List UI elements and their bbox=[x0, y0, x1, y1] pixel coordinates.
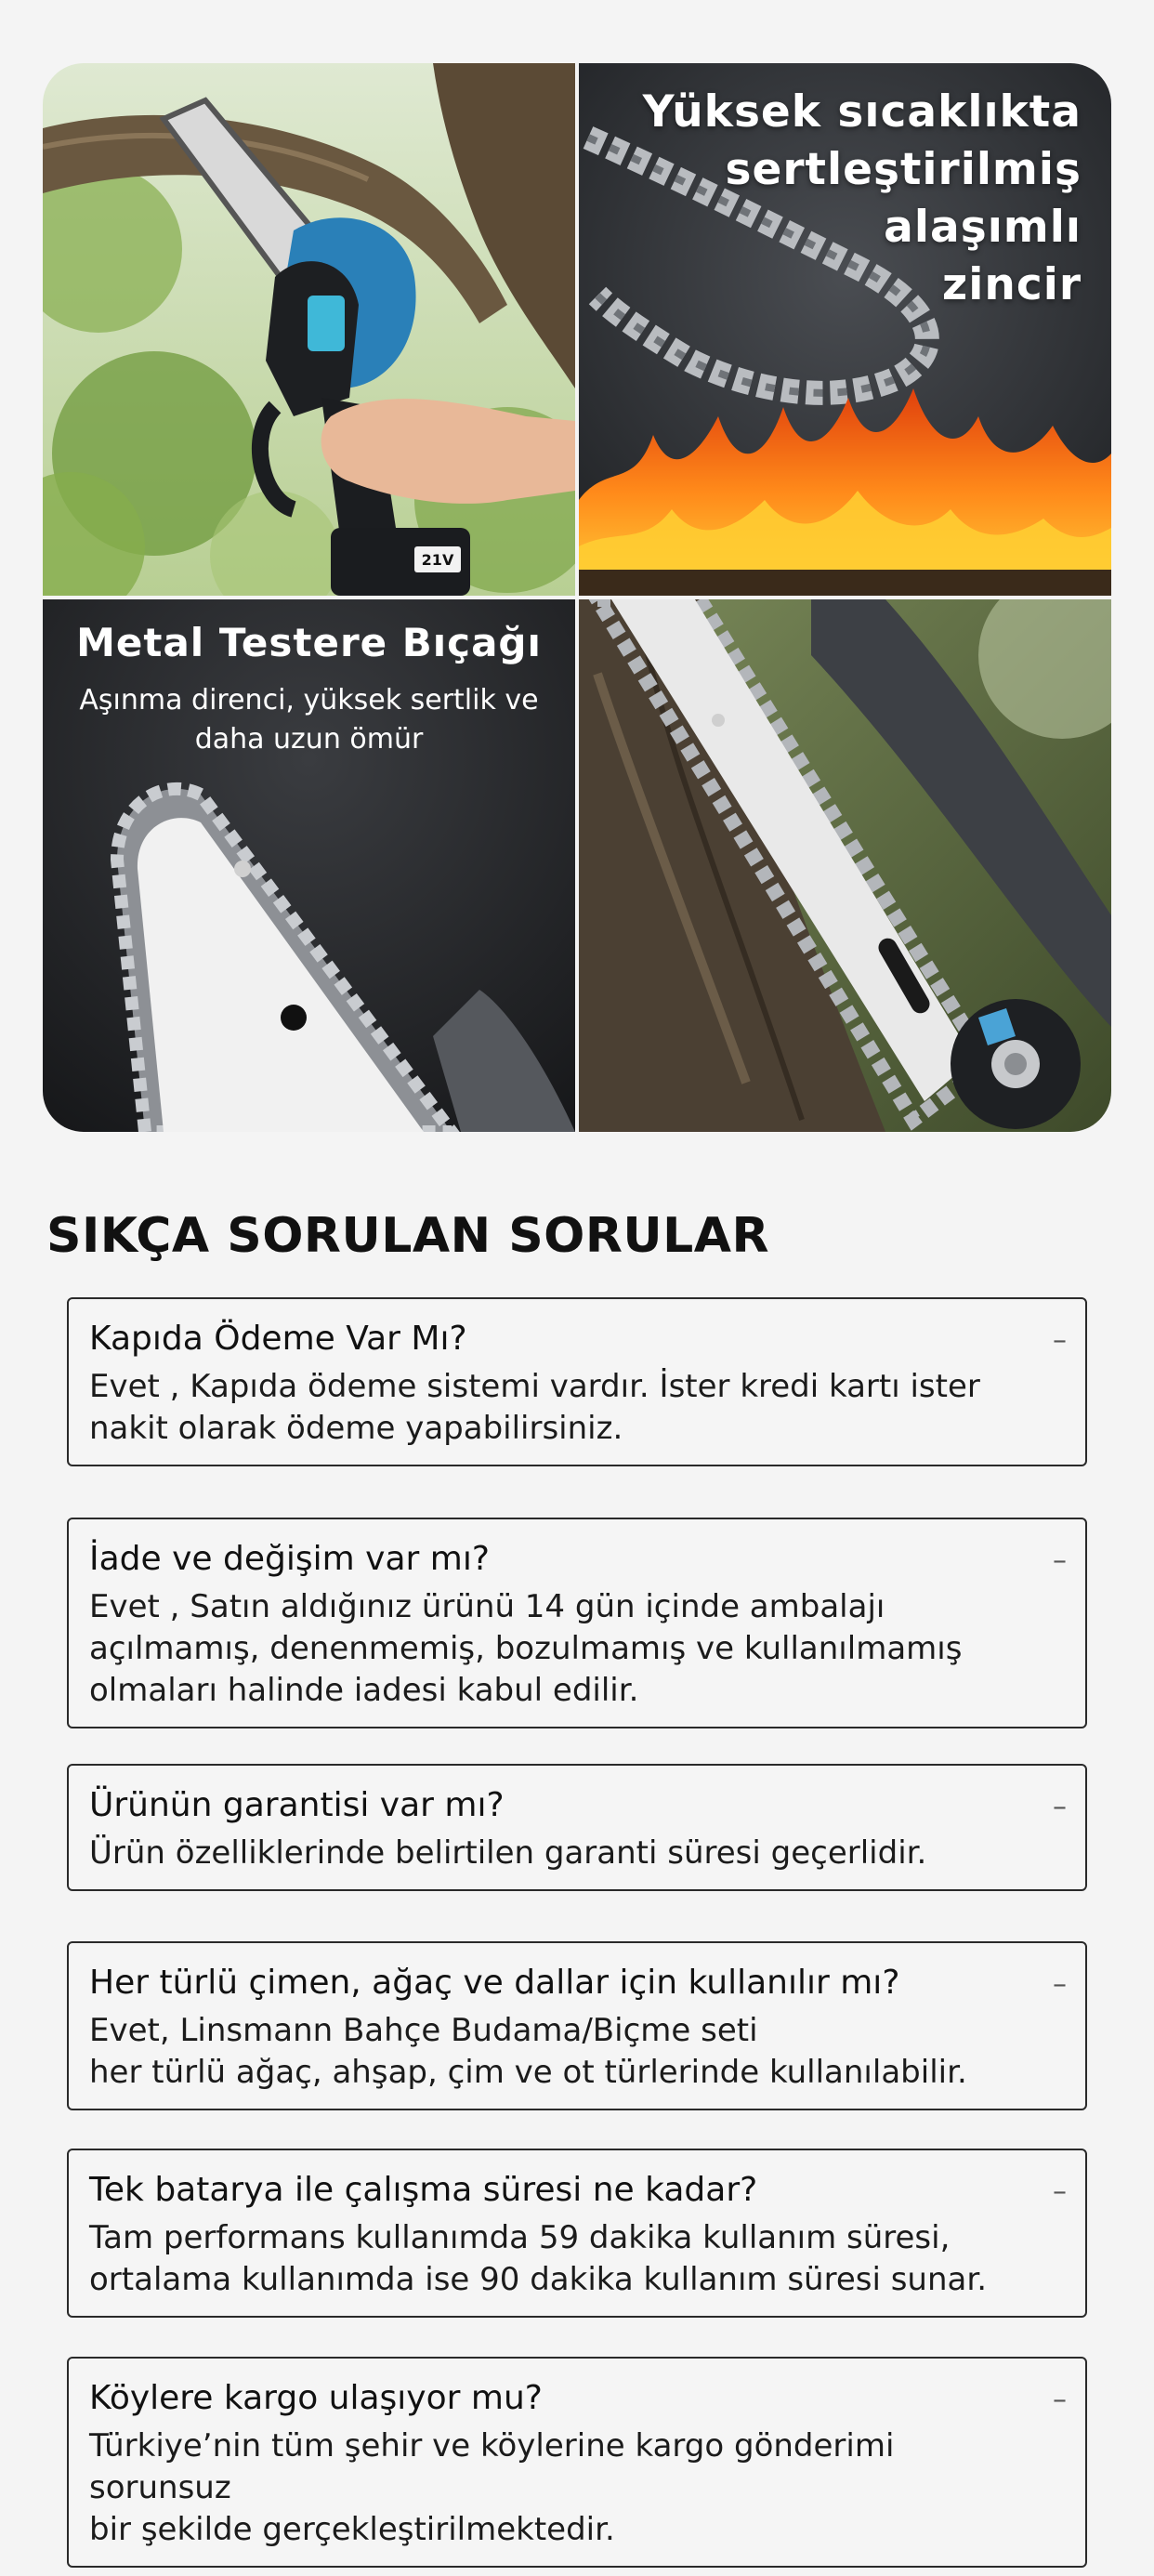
collapse-icon[interactable]: – bbox=[1053, 1544, 1067, 1577]
faq-question[interactable]: Köylere kargo ulaşıyor mu? bbox=[89, 2379, 543, 2417]
faq-answer bbox=[89, 1586, 1029, 1712]
image-chainsaw-branch bbox=[43, 63, 575, 596]
collapse-icon[interactable]: – bbox=[1053, 2175, 1067, 2208]
faq-question[interactable]: Tek batarya ile çalışma süresi ne kadar? bbox=[89, 2171, 758, 2209]
blade-feature-title: Metal Testere Bıçağı bbox=[76, 620, 542, 665]
faq-answer-line: ortalama kullanımda ise 90 dakika kullanım süresi sunar. bbox=[89, 2261, 988, 2298]
collapse-icon[interactable]: – bbox=[1053, 1324, 1067, 1357]
product-image-grid bbox=[43, 63, 1111, 1132]
faq-item-usage[interactable] bbox=[67, 1941, 1087, 2110]
faq-answer bbox=[89, 1366, 1029, 1450]
chain-caption-line: Yüksek sıcaklıkta bbox=[642, 86, 1082, 138]
blade-trunk-illustration bbox=[579, 599, 1111, 1132]
faq-answer bbox=[89, 2425, 1029, 2551]
faq-question[interactable]: Ürünün garantisi var mı? bbox=[89, 1786, 505, 1824]
chain-caption-line: alaşımlı bbox=[884, 202, 1082, 253]
collapse-icon[interactable]: – bbox=[1053, 2384, 1067, 2416]
faq-item-warranty[interactable] bbox=[67, 1764, 1087, 1891]
faq-answer-line: açılmamış, denenmemiş, bozulmamış ve kullanılmamış bbox=[89, 1630, 963, 1667]
faq-answer bbox=[89, 2217, 1029, 2301]
image-blade-cutting-trunk bbox=[579, 599, 1111, 1132]
faq-item-battery-runtime[interactable] bbox=[67, 2149, 1087, 2318]
faq-answer-line: her türlü ağaç, ahşap, çim ve ot türlerinde kullanılabilir. bbox=[89, 2054, 967, 2091]
faq-answer-line: Türkiye’nin tüm şehir ve köylerine kargo gönderimi sorunsuz bbox=[89, 2427, 895, 2506]
faq-question[interactable]: Her türlü çimen, ağaç ve dallar için kullanılır mı? bbox=[89, 1964, 900, 2002]
blade-feature-subtitle bbox=[61, 681, 557, 759]
faq-answer-line: bir şekilde gerçekleştirilmektedir. bbox=[89, 2511, 615, 2548]
faq-heading: SIKÇA SORULAN SORULAR bbox=[46, 1208, 770, 1264]
faq-answer-line: Evet, Linsmann Bahçe Budama/Biçme seti bbox=[89, 2012, 758, 2049]
faq-answer-line: olmaları halinde iadesi kabul edilir. bbox=[89, 1672, 639, 1709]
faq-item-cash-on-delivery[interactable] bbox=[67, 1297, 1087, 1466]
image-metal-blade bbox=[43, 599, 575, 1132]
faq-item-village-shipping[interactable] bbox=[67, 2357, 1087, 2568]
faq-answer-line: nakit olarak ödeme yapabilirsiniz. bbox=[89, 1410, 623, 1447]
chain-caption-line: zincir bbox=[941, 259, 1082, 310]
collapse-icon[interactable]: – bbox=[1053, 1791, 1067, 1823]
image-chain-fire bbox=[579, 63, 1111, 596]
chain-feature-caption bbox=[643, 84, 1082, 314]
faq-question[interactable]: İade ve değişim var mı? bbox=[89, 1540, 490, 1578]
faq-item-returns[interactable] bbox=[67, 1518, 1087, 1728]
collapse-icon[interactable]: – bbox=[1053, 1968, 1067, 2001]
faq-answer-line: Evet , Kapıda ödeme sistemi vardır. İster kredi kartı ister bbox=[89, 1368, 980, 1405]
faq-answer-line: Ürün özelliklerinde belirtilen garanti süresi geçerlidir. bbox=[89, 1834, 927, 1872]
battery-voltage-label: 21V bbox=[421, 551, 454, 569]
chainsaw-branch-illustration bbox=[43, 63, 575, 596]
faq-answer bbox=[89, 2010, 1029, 2094]
faq-question[interactable]: Kapıda Ödeme Var Mı? bbox=[89, 1320, 467, 1358]
faq-answer-line: Tam performans kullanımda 59 dakika kullanım süresi, bbox=[89, 2219, 951, 2256]
faq-answer-line: Evet , Satın aldığınız ürünü 14 gün içinde ambalajı bbox=[89, 1588, 885, 1625]
faq-answer bbox=[89, 1833, 1029, 1874]
metal-blade-illustration bbox=[43, 599, 575, 1132]
chain-caption-line: sertleştirilmiş bbox=[725, 144, 1082, 195]
blade-subtitle-line: daha uzun ömür bbox=[194, 723, 424, 756]
blade-subtitle-line: Aşınma direnci, yüksek sertlik ve bbox=[79, 684, 539, 716]
